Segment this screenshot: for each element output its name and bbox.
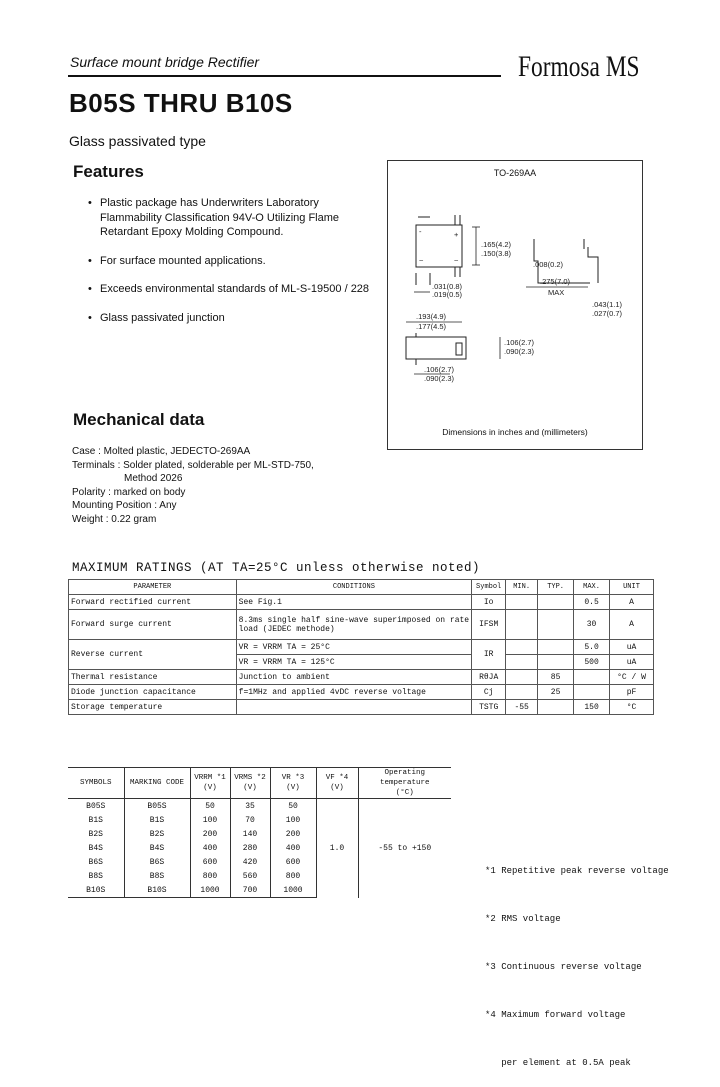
footnote-3: *3 Continuous reverse voltage (485, 962, 642, 972)
cell-vrrm: 1000 (190, 883, 230, 898)
cell-vrrm: 800 (190, 869, 230, 883)
col-marking: MARKING CODE (124, 768, 190, 799)
cell-sym: B8S (88, 871, 103, 881)
feature-item: • Plastic package has Underwriters Laboratory Flammability Classification 94V-O Utilizing Flame Retardant Epoxy Molding Compound. (88, 196, 373, 240)
cell-min: -55 (506, 700, 538, 715)
cell-mark: B10S (124, 883, 190, 898)
cell-max (574, 685, 610, 700)
cell-vrms: 35 (230, 799, 270, 814)
cell-max: 0.5 (574, 595, 610, 610)
col-vrms: VRMS *2 (V) (230, 768, 270, 799)
mech-case: Case : Molted plastic, JEDECTO-269AA (72, 446, 251, 457)
feature-item: • Glass passivated junction (88, 311, 373, 326)
col-min: MIN. (506, 580, 538, 595)
cell-max (574, 670, 610, 685)
cell-cond: VR = VRRM TA = 25°C (236, 640, 472, 655)
table-row (69, 670, 654, 685)
footnote-4: *4 Maximum forward voltage (485, 1010, 626, 1020)
part-title: B05S THRU B10S (69, 88, 293, 118)
brand-logo: Formosa MS (518, 50, 640, 83)
cell-param: Forward surge current (69, 610, 237, 640)
cell-vr: 1000 (270, 883, 316, 898)
cell-sym: RθJA (472, 670, 506, 685)
cell-vrms: 420 (230, 855, 270, 869)
cell-vr: 600 (270, 855, 316, 869)
col-vr: VR *3 (V) (270, 768, 316, 799)
table-row (68, 799, 451, 814)
cell-temp: -55 to +150 (358, 799, 451, 898)
cell-vrms: 280 (230, 841, 270, 855)
cell-min (506, 655, 538, 670)
cell-vr: 800 (270, 869, 316, 883)
cell-mark: B6S (124, 855, 190, 869)
col-unit: UNIT (610, 580, 654, 595)
cell-param: Storage temperature (69, 700, 237, 715)
header-rule (68, 75, 501, 77)
cell-unit: uA (610, 640, 654, 655)
col-conditions: CONDITIONS (236, 580, 472, 595)
dim-d7a: .106(2.7) (504, 338, 535, 347)
mech-method: Method 2026 (124, 473, 183, 485)
cell-mark: B1S (124, 813, 190, 827)
mechanical-data (72, 445, 314, 527)
cell-sym: TSTG (472, 700, 506, 715)
col-symbols: SYMBOLS (68, 768, 124, 799)
cell-vrms: 70 (230, 813, 270, 827)
dim-d7b: .090(2.3) (504, 347, 535, 356)
feature-item: • Exceeds environmental standards of ML-S-19500 / 228 (88, 282, 373, 297)
dim-d5a: .043(1.1) (592, 300, 623, 309)
cell-max: 150 (574, 700, 610, 715)
col-typ: TYP. (538, 580, 574, 595)
cell-sym: B1S (88, 815, 103, 825)
cell-cond: VR = VRRM TA = 125°C (236, 655, 472, 670)
cell-sym: B05S (86, 801, 106, 811)
package-caption: Dimensions in inches and (millimeters) (442, 427, 588, 437)
cell-vrrm: 100 (190, 813, 230, 827)
pin-ac-label: ~ (419, 256, 424, 265)
max-ratings-table (68, 579, 654, 715)
package-title: TO-269AA (493, 168, 537, 178)
col-parameter: PARAMETER (69, 580, 237, 595)
cell-vrms: 140 (230, 827, 270, 841)
cell-cond: See Fig.1 (236, 595, 472, 610)
cell-typ (538, 610, 574, 640)
dim-d4b: MAX (548, 288, 565, 297)
cell-min (506, 595, 538, 610)
cell-cond: 8.3ms single half sine-wave superimposed on rate load (JEDEC methode) (236, 610, 472, 640)
cell-vr: 50 (270, 799, 316, 814)
cell-vrrm: 200 (190, 827, 230, 841)
document-subtitle: Surface mount bridge Rectifier (70, 54, 260, 70)
col-symbol: Symbol (472, 580, 506, 595)
mech-weight: Weight : 0.22 gram (72, 513, 157, 525)
cell-vr: 400 (270, 841, 316, 855)
pin-minus-label: - (419, 227, 422, 236)
pin-plus-label: + (454, 230, 459, 239)
cell-vrms: 560 (230, 869, 270, 883)
table-row (69, 595, 654, 610)
cell-sym: B10S (68, 883, 124, 898)
cell-vrrm: 400 (190, 841, 230, 855)
cell-cond: f=1MHz and applied 4vDC reverse voltage (236, 685, 472, 700)
cell-vf: 1.0 (316, 799, 358, 898)
cell-cond (236, 700, 472, 715)
dim-d3b: .019(0.5) (432, 290, 463, 299)
ratings-header-row (69, 580, 654, 595)
cell-vrrm: 50 (190, 799, 230, 814)
cell-param: Reverse current (69, 640, 237, 670)
table-row (69, 700, 654, 715)
cell-unit: A (610, 595, 654, 610)
cell-max: 500 (574, 655, 610, 670)
mech-terminals: Terminals : Solder plated, solderable per ML-STD-750, (72, 459, 314, 471)
dim-d1b: .150(3.8) (481, 249, 512, 258)
cell-mark: B05S (124, 799, 190, 814)
cell-sym: Io (472, 595, 506, 610)
cell-cond: Junction to ambient (236, 670, 472, 685)
cell-typ (538, 595, 574, 610)
cell-min (506, 685, 538, 700)
cell-vrrm: 600 (190, 855, 230, 869)
package-outline-svg (388, 161, 642, 449)
dim-d6b: .177(4.5) (416, 322, 447, 331)
col-vrrm: VRRM *1 (V) (190, 768, 230, 799)
max-ratings-title: MAXIMUM RATINGS (AT TA=25°C unless otherwise noted) (72, 561, 481, 575)
dim-d8a: .106(2.7) (424, 365, 455, 374)
cell-mark: B8S (124, 869, 190, 883)
features-list (88, 196, 373, 339)
feature-item: • For surface mounted applications. (88, 254, 373, 269)
dim-d8b: .090(2.3) (424, 374, 455, 383)
bottom-view-body (406, 333, 466, 365)
dim-d6a: .193(4.9) (416, 312, 447, 321)
cell-sym: B6S (88, 857, 103, 867)
mechanical-heading: Mechanical data (73, 410, 205, 429)
table-row (69, 685, 654, 700)
cell-mark: B4S (124, 841, 190, 855)
cell-vr: 200 (270, 827, 316, 841)
col-max: MAX. (574, 580, 610, 595)
cell-sym: IFSM (472, 610, 506, 640)
table-row (69, 610, 654, 640)
cell-unit: A (610, 610, 654, 640)
cell-unit: °C / W (610, 670, 654, 685)
dim-d3a: .031(0.8) (432, 282, 463, 291)
cell-typ (538, 655, 574, 670)
dim-d1a: .165(4.2) (481, 240, 512, 249)
cell-typ (538, 700, 574, 715)
col-temp: Operating temperature (°C) (358, 768, 451, 799)
cell-min (506, 610, 538, 640)
cell-unit: pF (610, 685, 654, 700)
pin-ac-label-2: ~ (454, 256, 459, 265)
footnote-2: *2 RMS voltage (485, 914, 561, 924)
type-description: Glass passivated type (69, 133, 206, 149)
cell-sym: B2S (88, 829, 103, 839)
cell-min (506, 640, 538, 655)
cell-param: Diode junction capacitance (69, 685, 237, 700)
dim-d5b: .027(0.7) (592, 309, 623, 318)
cell-typ: 25 (538, 685, 574, 700)
top-view-body (416, 215, 462, 285)
dim-d4a: .275(7.0) (540, 277, 571, 286)
cell-param: Thermal resistance (69, 670, 237, 685)
cell-max: 5.0 (574, 640, 610, 655)
cell-typ: 85 (538, 670, 574, 685)
footnote-4-cont: per element at 0.5A peak (485, 1058, 631, 1068)
dim-d2: .008(0.2) (533, 260, 564, 269)
cell-mark: B2S (124, 827, 190, 841)
footnotes (485, 831, 669, 1087)
package-drawing (387, 160, 643, 450)
cell-sym: B4S (88, 843, 103, 853)
table-row (69, 640, 654, 655)
cell-sym: Cj (472, 685, 506, 700)
cell-max: 30 (574, 610, 610, 640)
part-voltage-table (68, 767, 451, 898)
symtab-header-row (68, 768, 451, 799)
col-vf: VF *4 (V) (316, 768, 358, 799)
mech-mounting: Mounting Position : Any (72, 500, 177, 512)
mech-polarity: Polarity : marked on body (72, 486, 186, 498)
cell-vr: 100 (270, 813, 316, 827)
features-heading: Features (73, 162, 144, 181)
footnote-1: *1 Repetitive peak reverse voltage (485, 866, 669, 876)
cell-unit: uA (610, 655, 654, 670)
cell-typ (538, 640, 574, 655)
cell-min (506, 670, 538, 685)
cell-sym: IR (472, 640, 506, 670)
cell-unit: °C (610, 700, 654, 715)
cell-param: Forward rectified current (69, 595, 237, 610)
cell-vrms: 700 (230, 883, 270, 898)
